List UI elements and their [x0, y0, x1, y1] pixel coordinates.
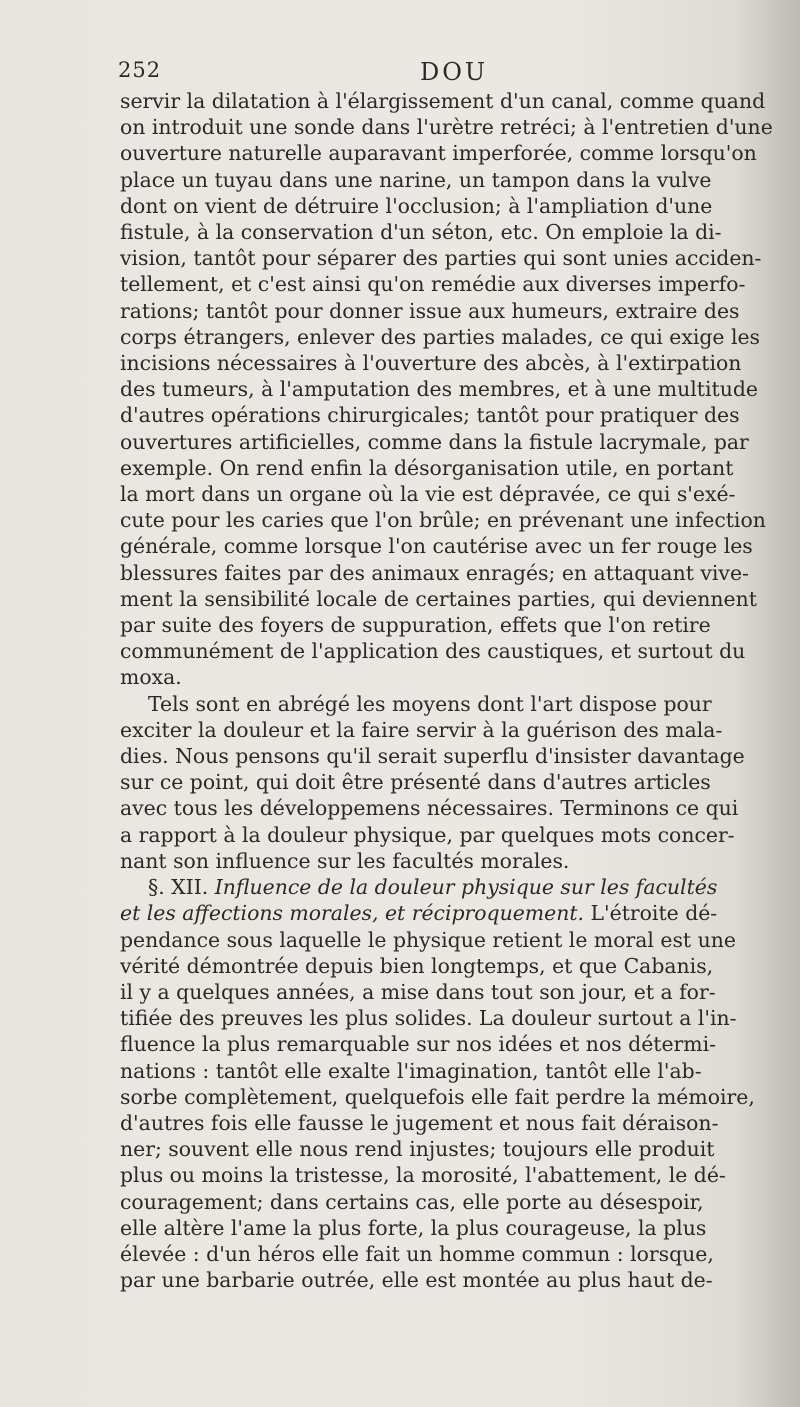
text-line: la mort dans un organe où la vie est dépravée, ce qui s'exé- — [120, 482, 736, 507]
text-line: pendance sous laquelle le physique retient le moral est une — [120, 927, 736, 952]
text-line: générale, comme lorsque l'on cautérise avec un fer rouge les — [120, 534, 753, 559]
text-line: élevée : d'un héros elle fait un homme commun : lorsque, — [120, 1241, 714, 1266]
text-line: blessures faites par des animaux enragés; en attaquant vive- — [120, 560, 749, 585]
text-line: Tels sont en abrégé les moyens dont l'art dispose pour — [148, 691, 712, 716]
page-header — [118, 58, 758, 88]
text-line: vision, tantôt pour séparer des parties qui sont unies acciden- — [120, 246, 762, 271]
text-line: tifiée des preuves les plus solides. La douleur surtout a l'in- — [120, 1006, 737, 1031]
body-text — [120, 88, 780, 1293]
text-line: avec tous les développemens nécessaires. Terminons ce qui — [120, 796, 739, 821]
text-line — [120, 900, 780, 926]
text-line: communément de l'application des caustiques, et surtout du — [120, 639, 746, 664]
text-line: tellement, et c'est ainsi qu'on remédie aux diverses imperfo- — [120, 272, 746, 297]
text-line: ouvertures artificielles, comme dans la fistule lacrymale, par — [120, 429, 749, 454]
section-number: §. XII. — [148, 875, 215, 900]
text-line: fistule, à la conservation d'un séton, etc. On emploie la di- — [120, 220, 722, 245]
text-line: ner; souvent elle nous rend injustes; toujours elle produit — [120, 1137, 715, 1162]
text-line: exemple. On rend enfin la désorganisation utile, en portant — [120, 455, 734, 480]
text-line: d'autres fois elle fausse le jugement et nous fait déraison- — [120, 1110, 719, 1135]
running-head: DOU — [420, 58, 489, 86]
text-line — [120, 874, 780, 900]
text-line: par suite des foyers de suppuration, effets que l'on retire — [120, 613, 711, 638]
section-title-italic: Influence de la douleur physique sur les facultés — [214, 875, 718, 900]
text-line: elle altère l'ame la plus forte, la plus courageuse, la plus — [120, 1215, 707, 1240]
text-line: servir la dilatation à l'élargissement d'un canal, comme quand — [120, 89, 766, 113]
text-line: dies. Nous pensons qu'il serait superflu d'insister davantage — [120, 744, 745, 769]
text-line: a rapport à la douleur physique, par quelques mots concer- — [120, 822, 735, 847]
text-line: cute pour les caries que l'on brûle; en prévenant une infection — [120, 508, 766, 533]
text-line: sorbe complètement, quelquefois elle fait perdre la mémoire, — [120, 1084, 755, 1109]
section-title-italic: et les affections morales, et réciproquement. — [120, 901, 585, 926]
text-line: plus ou moins la tristesse, la morosité, l'abattement, le dé- — [120, 1163, 726, 1188]
text-line: place un tuyau dans une narine, un tampon dans la vulve — [120, 167, 712, 192]
text-line: ment la sensibilité locale de certaines parties, qui deviennent — [120, 586, 757, 611]
text-line: d'autres opérations chirurgicales; tantôt pour pratiquer des — [120, 403, 740, 428]
text-line: fluence la plus remarquable sur nos idées et nos détermi- — [120, 1032, 717, 1057]
page-number: 252 — [118, 58, 162, 82]
text-line: on introduit une sonde dans l'urètre retréci; à l'entretien d'une — [120, 115, 773, 140]
text-line: sur ce point, qui doit être présenté dans d'autres articles — [120, 770, 711, 795]
text-line: rations; tantôt pour donner issue aux humeurs, extraire des — [120, 298, 740, 323]
text-line: vérité démontrée depuis bien longtemps, et que Cabanis, — [120, 953, 714, 978]
text-line: nant son influence sur les facultés morales. — [120, 848, 570, 873]
text-line: par une barbarie outrée, elle est montée au plus haut de- — [120, 1268, 713, 1293]
text-line: incisions nécessaires à l'ouverture des abcès, à l'extirpation — [120, 351, 742, 376]
text-line: exciter la douleur et la faire servir à la guérison des mala- — [120, 717, 723, 742]
text-line: il y a quelques années, a mise dans tout son jour, et a for- — [120, 979, 716, 1004]
text-line: nations : tantôt elle exalte l'imagination, tantôt elle l'ab- — [120, 1058, 702, 1083]
text-line: corps étrangers, enlever des parties malades, ce qui exige les — [120, 324, 761, 349]
text-line: moxa. — [120, 665, 182, 690]
text-line: couragement; dans certains cas, elle porte au désespoir, — [120, 1189, 704, 1214]
text-line: des tumeurs, à l'amputation des membres, et à une multitude — [120, 377, 758, 402]
line-text: L'étroite dé- — [584, 901, 718, 926]
text-line: dont on vient de détruire l'occlusion; à l'ampliation d'une — [120, 193, 713, 218]
text-line: ouverture naturelle auparavant imperforée, comme lorsqu'on — [120, 141, 757, 166]
